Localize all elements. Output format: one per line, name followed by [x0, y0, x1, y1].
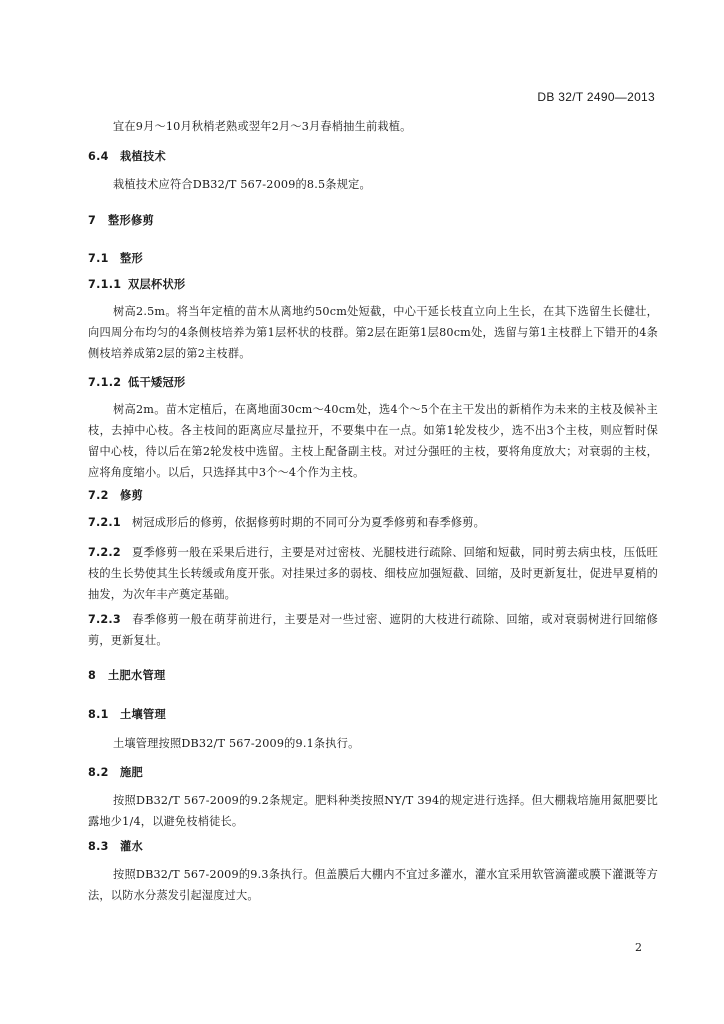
section-number: 7 — [88, 214, 97, 227]
paragraph-8-2 — [88, 790, 658, 832]
paragraph-text: 树高2.5m。将当年定植的苗木从离地约50cm处短截，中心干延长枝直立向上生长，在其下选留生长健壮，向四周分布均匀的4条侧枝培养为第1层杯状的枝群。第2层在距第1层80cm处，选留与第1主枝群上下错开的4条侧枝培养成第2层的第2主枝群。 — [88, 305, 658, 360]
heading-7-1-1 — [88, 276, 658, 292]
section-title: 灌水 — [120, 840, 143, 853]
section-number: 6.4 — [88, 150, 109, 163]
clause-number: 7.2.3 — [88, 613, 121, 626]
section-title: 整形修剪 — [108, 214, 154, 227]
section-title: 整形 — [120, 252, 143, 265]
clause-number: 7.2.2 — [88, 546, 121, 559]
intro-paragraph — [88, 116, 658, 137]
paragraph-text: 宜在9月～10月秋梢老熟或翌年2月～3月春梢抽生前栽植。 — [113, 120, 412, 133]
section-number: 8.3 — [88, 840, 109, 853]
clause-7-2-1 — [88, 512, 658, 533]
paragraph-6-4 — [88, 174, 658, 195]
section-number: 7.1.1 — [88, 278, 122, 291]
paragraph-text: 栽植技术应符合DB32/T 567-2009的8.5条规定。 — [113, 178, 371, 191]
heading-7 — [88, 212, 658, 228]
section-title: 低干矮冠形 — [128, 376, 186, 389]
section-title: 双层杯状形 — [128, 278, 186, 291]
heading-7-1 — [88, 250, 658, 266]
paragraph-7-1-2 — [88, 399, 658, 483]
section-number: 7.1.2 — [88, 376, 122, 389]
paragraph-8-1 — [88, 733, 658, 754]
heading-7-1-2 — [88, 374, 658, 390]
paragraph-text: 树高2m。苗木定植后，在离地面30cm～40cm处，选4个～5个在主干发出的新梢作为未来的主枝及候补主枝，去掉中心枝。各主枝间的距离应尽量拉开，不要集中在一点。如第1轮发枝少，选不出3个主枝，则应暂时保留中心枝，待以后在第2轮发枝中选留。主枝上配备副主枝。对过分强旺的主枝，要将角度放大；对衰弱的主枝，应将角度缩小。以后，只选择其中3个～4个作为主枝。 — [88, 403, 658, 479]
section-number: 8.1 — [88, 708, 109, 721]
paragraph-text: 土壤管理按照DB32/T 567-2009的9.1条执行。 — [113, 737, 360, 750]
heading-8 — [88, 667, 658, 683]
section-title: 土壤管理 — [120, 708, 166, 721]
paragraph-text: 按照DB32/T 567-2009的9.3条执行。但盖膜后大棚内不宜过多灌水，灌水宜采用软管滴灌或膜下灌溉等方法，以防水分蒸发引起湿度过大。 — [88, 868, 658, 902]
section-number: 7.2 — [88, 489, 109, 502]
heading-8-3 — [88, 838, 658, 854]
section-number: 8.2 — [88, 766, 109, 779]
clause-text: 夏季修剪一般在采果后进行，主要是对过密枝、光腿枝进行疏除、回缩和短截，同时剪去病虫枝，压低旺枝的生长势使其生长转缓或角度开张。对挂果过多的弱枝、细枝应加强短截、回缩，及时更新复壮，促进早夏梢的抽发，为次年丰产奠定基础。 — [88, 546, 658, 601]
standard-code: DB 32/T 2490—2013 — [537, 90, 655, 104]
section-number: 8 — [88, 669, 97, 682]
section-title: 施肥 — [120, 766, 143, 779]
clause-7-2-2 — [88, 542, 658, 605]
section-number: 7.1 — [88, 252, 109, 265]
page-number: 2 — [635, 941, 642, 954]
heading-8-1 — [88, 706, 658, 722]
section-title: 土肥水管理 — [108, 669, 166, 682]
clause-number: 7.2.1 — [88, 516, 121, 529]
clause-text: 春季修剪一般在萌芽前进行，主要是对一些过密、遮阴的大枝进行疏除、回缩，或对衰弱树进行回缩修剪，更新复壮。 — [88, 613, 658, 647]
clause-7-2-3 — [88, 609, 658, 651]
heading-6-4 — [88, 148, 658, 164]
heading-7-2 — [88, 487, 658, 503]
paragraph-8-3 — [88, 864, 658, 906]
paragraph-7-1-1 — [88, 301, 658, 364]
clause-text: 树冠成形后的修剪，依据修剪时期的不同可分为夏季修剪和春季修剪。 — [132, 516, 486, 529]
section-title: 栽植技术 — [120, 150, 166, 163]
heading-8-2 — [88, 764, 658, 780]
paragraph-text: 按照DB32/T 567-2009的9.2条规定。肥料种类按照NY/T 394的规定进行选择。但大棚栽培施用氮肥要比露地少1/4，以避免枝梢徒长。 — [88, 794, 658, 828]
section-title: 修剪 — [120, 489, 143, 502]
